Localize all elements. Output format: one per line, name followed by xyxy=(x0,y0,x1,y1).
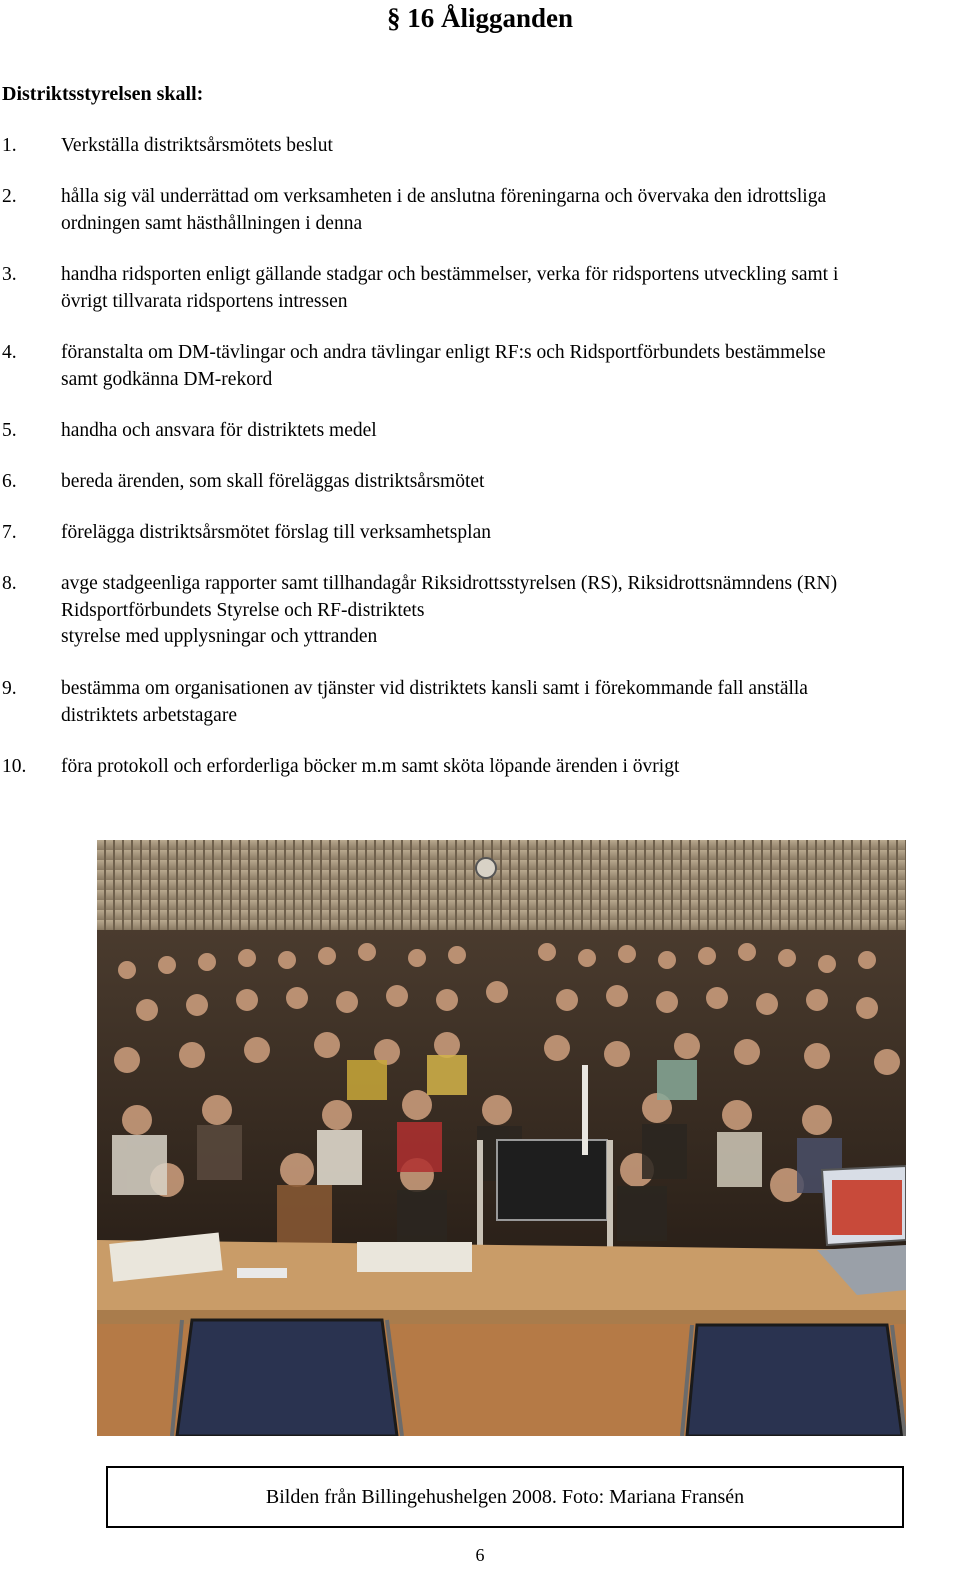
item-number: 5. xyxy=(2,420,17,441)
item-text: handha och ansvara för distriktets medel xyxy=(61,420,377,441)
audience-photo xyxy=(97,840,906,1436)
item-text: bereda ärenden, som skall föreläggas distriktsårsmötet xyxy=(61,471,485,492)
item-number: 4. xyxy=(2,342,17,363)
photo-caption: Bilden från Billingehushelgen 2008. Foto: Mariana Fransén xyxy=(265,1485,745,1508)
photo-caption-box xyxy=(106,1466,904,1528)
item-text: handha ridsporten enligt gällande stadgar och bestämmelser, verka för ridsportens utveckling samt i övrigt tillvarata ridsportens intressen xyxy=(61,264,839,312)
item-number: 9. xyxy=(2,678,17,699)
item-text: avge stadgeenliga rapporter samt tillhandagår Riksidrottsstyrelsen (RS), Riksidrottsnämndens (RN) Ridsportförbundets Styrelse och RF-distriktets styrelse med upplysningar och yttranden xyxy=(61,573,838,647)
item-text: bestämma om organisationen av tjänster vid distriktets kansli samt i förekommande fall anställa distriktets arbetstagare xyxy=(61,678,808,726)
page-number: 6 xyxy=(475,1545,485,1565)
item-text: föra protokoll och erforderliga böcker m.m samt sköta löpande ärenden i övrigt xyxy=(61,756,680,777)
item-text: föranstalta om DM-tävlingar och andra tävlingar enligt RF:s och Ridsportförbundets bestämmelse samt godkänna DM-rekord xyxy=(61,342,826,390)
item-number: 8. xyxy=(2,573,17,594)
item-number: 6. xyxy=(2,471,17,492)
item-number: 10. xyxy=(2,756,27,777)
item-number: 2. xyxy=(2,186,17,207)
item-number: 7. xyxy=(2,522,17,543)
item-number: 1. xyxy=(2,135,17,156)
subheading: Distriktsstyrelsen skall: xyxy=(2,83,204,105)
item-text: hålla sig väl underrättad om verksamheten i de anslutna föreningarna och övervaka den idrottsliga ordningen samt hästhållningen i denna xyxy=(61,186,827,234)
item-text: Verkställa distriktsårsmötets beslut xyxy=(61,135,333,156)
item-text: förelägga distriktsårsmötet förslag till verksamhetsplan xyxy=(61,522,491,543)
section-heading: § 16 Åligganden xyxy=(386,3,574,33)
item-number: 3. xyxy=(2,264,17,285)
